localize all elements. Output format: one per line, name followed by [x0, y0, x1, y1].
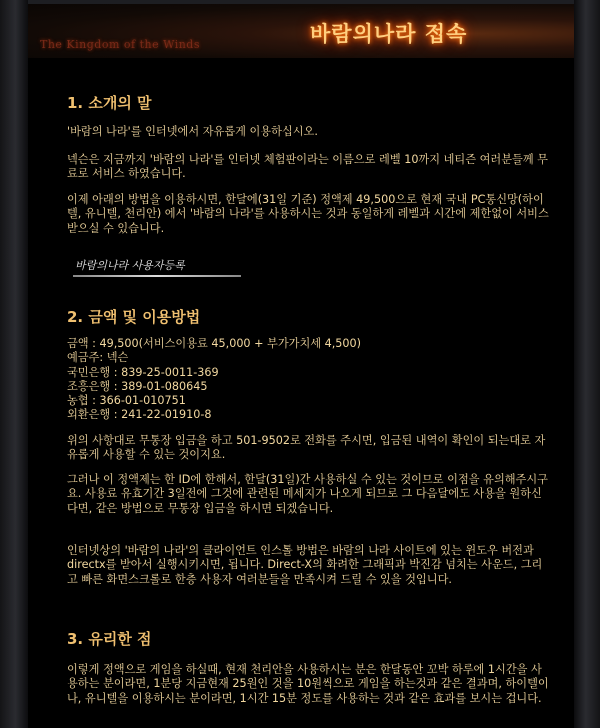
- bank-account-line: 외환은행 : 241-22-01910-8: [67, 408, 212, 422]
- bank-account-line: 조흥은행 : 389-01-080645: [67, 379, 208, 393]
- header-banner: [28, 4, 574, 58]
- pricing-paragraph-2: 그러나 이 정액제는 한 ID에 한해서, 한달(31일)간 사용하실 수 있는 것이므로 이점을 유의해주시구요. 사용료 유효기간 3일전에 그것에 관련된 메세지가 나오게 되므로 그 다음달에도 사용을 원하신다면, 같은 방법으로 무통장 입금을 하시면 되겠습니다.: [67, 473, 548, 515]
- pricing-paragraph-1: 위의 사항대로 무통장 입금을 하고 501-9502로 전화를 주시면, 입금된 내역이 확인이 되는대로 자유롭게 사용할 수 있는 것이지요.: [67, 434, 546, 462]
- section-heading-intro: 1. 소개의 말: [67, 94, 152, 112]
- section-heading-pricing: 2. 금액 및 이용방법: [67, 308, 201, 326]
- price-line: 금액 : 49,500(서비스이용료 45,000 + 부가가치세 4,500): [67, 337, 362, 350]
- advantage-paragraph-1: 이렇게 정액으로 게임을 하실때, 현재 천리안을 사용하시는 분은 한달동안 꼬박 하루에 1시간을 사용하는 분이라면, 1분당 지금현재 25원인 것을 10원씩으로 게임을 하는것과 같은 결과며, 하이텔이나, 유니텔을 이용하시는 분이라면, 1시간 15분 정도를 사용하는 것과 같은 효과를 보시는 겁니다.: [67, 663, 549, 705]
- register-link[interactable]: 바람의나라 사용자등록: [75, 259, 185, 272]
- banner-subtitle: The Kingdom of the Winds: [40, 38, 200, 51]
- account-info: [67, 337, 361, 423]
- account-holder-line: 예금주: 넥슨: [67, 351, 129, 365]
- window-frame-left: [0, 0, 28, 728]
- intro-paragraph-2: 넥슨은 지금까지 '바람의 나라'를 인터넷 체험판이라는 이름으로 레벨 10까지 네티즌 여러분들께 무료로 서비스 하였습니다.: [67, 153, 548, 181]
- window-frame-right: [574, 0, 600, 728]
- register-link-underline: [73, 275, 241, 277]
- section-heading-advantage: 3. 유리한 점: [67, 630, 152, 648]
- intro-paragraph-3: 이제 아래의 방법을 이용하시면, 한달에(31일 기준) 정액제 49,500으로 현재 국내 PC통신망(하이텔, 유니텔, 천리안) 에서 '바람의 나라'를 사용하시는 것과 동일하게 레벨과 시간에 제한없이 서비스 받으실 수 있습니다.: [67, 193, 549, 235]
- bank-account-line: 국민은행 : 839-25-0011-369: [67, 365, 219, 379]
- banner-title: 바람의나라 접속: [310, 22, 468, 46]
- intro-paragraph-1: '바람의 나라'를 인터넷에서 자유롭게 이용하십시오.: [67, 125, 318, 138]
- bank-account-line: 농협 : 366-01-010751: [67, 394, 186, 408]
- pricing-paragraph-3: 인터넷상의 '바람의 나라'의 클라이언트 인스톨 방법은 바람의 나라 사이트에 있는 윈도우 버전과 directx를 받아서 실행시키시면, 됩니다. Direct-X의 화려한 그래픽과 박진감 넘치는 사운드, 그리고 빠른 화면스크롤로 한층 사용자 여러분들을 만족시켜 드릴 수 있을 것입니다.: [67, 544, 543, 586]
